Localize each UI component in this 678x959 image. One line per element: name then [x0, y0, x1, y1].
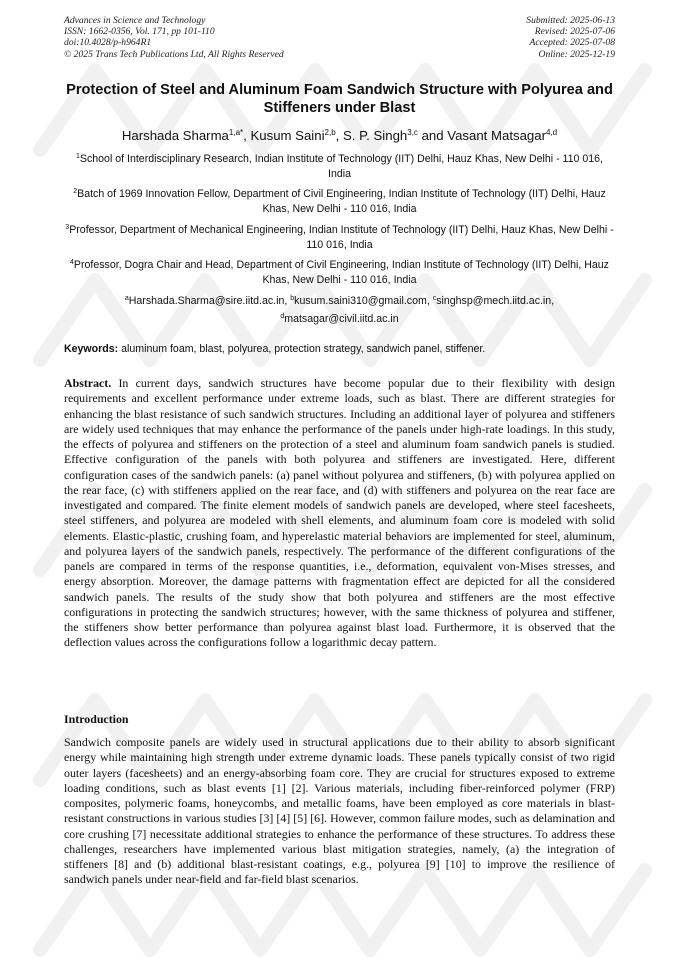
affiliation-text: Batch of 1969 Innovation Fellow, Department of Civil Engineering, Indian Institute of Technology (IIT) Delhi, Hauz Khas, New Delhi - 110 016, India: [77, 188, 606, 216]
author-name: Harshada Sharma: [121, 128, 229, 143]
affiliation-text: School of Interdisciplinary Research, Indian Institute of Technology (IIT) Delhi, Hauz Khas, New Delhi - 110 016, India: [79, 153, 603, 181]
paper-title: Protection of Steel and Aluminum Foam Sandwich Structure with Polyurea and Stiffeners under Blast: [66, 82, 613, 116]
journal-name: Advances in Science and Technology: [64, 15, 206, 26]
author-affiliation-mark: 3,c: [407, 128, 418, 137]
dates-header: [526, 15, 615, 60]
author-affiliation-mark: 1,a*: [228, 128, 244, 137]
affiliation-mark: 2: [73, 188, 78, 195]
email-mark: a: [124, 295, 129, 302]
affiliation-mark: 4: [70, 259, 74, 266]
introduction-paragraph: Sandwich composite panels are widely used in structural applications due to their ability to absorb significant energy while maintaining high strength under extreme dynamic loads. These panels typically consist of two rigid outer layers (facesheets) and an energy-absorbing foam core. They are crucial for structures exposed to extreme loading conditions, such as blast events [1] [2]. Various materials, including fiber-reinforced polymer (FRP) composites, polymeric foams, honeycombs, and metallic foams, have been employed as core materials in blast-resistant constructions in various studies [3] [4] [5] [6]. However, common failure modes, such as delamination and core crushing [7] necessitate additional strategies to enhance the performance of these structures. To address these challenges, researchers have implemented various blast mitigation strategies, namely, (a) the integration of stiffeners [8] and (b) additional blast-resistant coatings, e.g., polyurea [9] [10] to improve the resilience of sandwich panels under near-field and far-field blast scenarios.: [64, 735, 615, 887]
affiliation-text: Professor, Dogra Chair and Head, Department of Civil Engineering, Indian Institute of Technology (IIT) Delhi, Hauz Khas, New Delhi - 110 016, India: [73, 259, 609, 287]
email-separator: ,: [284, 295, 291, 307]
author-name: S. P. Singh: [342, 128, 408, 143]
author-separator: and: [417, 128, 448, 143]
author-list: [64, 124, 615, 144]
accepted-date: Accepted: 2025-07-08: [529, 37, 615, 49]
revised-date: Revised: 2025-07-06: [534, 26, 615, 38]
email-mark: d: [280, 313, 285, 321]
keywords-text: aluminum foam, blast, polyurea, protection strategy, sandwich panel, stiffener.: [121, 343, 486, 355]
email-address[interactable]: singhsp@mech.iitd.ac.in: [436, 295, 552, 307]
abstract-paragraph: [64, 376, 615, 651]
affiliation-text: Professor, Department of Mechanical Engineering, Indian Institute of Technology (IIT) Delhi, Hauz Khas, New Delhi - 110 016, India: [69, 224, 614, 252]
issn-line: ISSN: 1662-0356, Vol. 171, pp 101-110: [64, 26, 215, 38]
abstract-text: In current days, sandwich structures have become popular due to their flexibility with design requirements and excellent performance under extreme loads, such as blast. There are different strategies for enhancing the blast resistance of such sandwich structures. Including an additional layer of polyurea and stiffeners are widely used techniques that may enhance the performance of the panels under high-rate loadings. In this study, the effects of polyurea and stiffeners on the protection of a steel and aluminum foam sandwich panels is studied. Effective configuration of the panels with both polyurea and stiffeners are investigated. Here, different configuration cases of the sandwich panels: (a) panel without polyurea and stiffeners, (b) with polyurea applied on the rear face, (c) with stiffeners applied on the rear face, and (d) with stiffeners and polyurea on the rear face are investigated and compared. The finite element models of sandwich panels are developed, where steel facesheets, steel stiffeners, and polyurea are modeled with shell elements, and aluminum foam core is modeled with solid elements. Elastic-plastic, crushing foam, and hyperelastic material behaviors are implemented for steel, aluminum, and polyurea layers of the sandwich panels, respectively. The performance of the different configurations of the panels are compared in terms of the response quantities, i.e., deformation, equivalent von-Mises stresses, and energy absorption. Moreover, the damage patterns with fragmentation effect are depicted for all the considered sandwich panels. The results of the study show that both polyurea and stiffeners are the most effective configurations in protecting the sandwich structures; however, with the same thickness of polyurea and stiffener, the stiffeners show better performance than polyurea against blast load. Furthermore, it is observed that the deflection values across the configurations follow a logarithmic decay pattern.: [64, 376, 615, 650]
author-affiliation-mark: 2,b: [324, 128, 336, 137]
email-address[interactable]: Harshada.Sharma@sire.iitd.ac.in: [128, 295, 285, 307]
affiliation-mark: 1: [76, 153, 80, 160]
online-date: Online: 2025-12-19: [538, 48, 615, 60]
keywords-line: [64, 342, 615, 356]
email-mark: c: [432, 295, 437, 302]
author-name: Vasant Matsagar: [447, 128, 546, 143]
email-address[interactable]: kusum.saini310@gmail.com: [294, 295, 427, 307]
author-affiliation-mark: 4,d: [545, 128, 558, 137]
introduction-heading: Introduction: [64, 712, 129, 726]
submitted-date: Submitted: 2025-06-13: [526, 15, 615, 26]
email-mark: b: [290, 295, 295, 302]
abstract-label: Abstract.: [64, 376, 112, 390]
affiliation-4: [64, 255, 615, 289]
affiliation-2: [64, 184, 615, 218]
email-separator: ,: [551, 295, 555, 307]
affiliation-mark: 3: [65, 224, 70, 231]
keywords-label: Keywords:: [64, 343, 119, 355]
affiliation-1: [64, 149, 615, 183]
copyright-line: © 2025 Trans Tech Publications Ltd, All Rights Reserved: [64, 48, 284, 60]
email-list: [64, 291, 615, 328]
doi-line: doi:10.4028/p-h964R1: [64, 37, 152, 49]
author-separator: ,: [243, 128, 251, 143]
email-separator: ,: [426, 295, 433, 307]
email-address[interactable]: matsagar@civil.iitd.ac.in: [284, 313, 399, 326]
affiliation-3: [64, 220, 615, 254]
journal-header: [64, 15, 284, 60]
author-separator: ,: [335, 128, 343, 143]
author-name: Kusum Saini: [250, 128, 325, 143]
